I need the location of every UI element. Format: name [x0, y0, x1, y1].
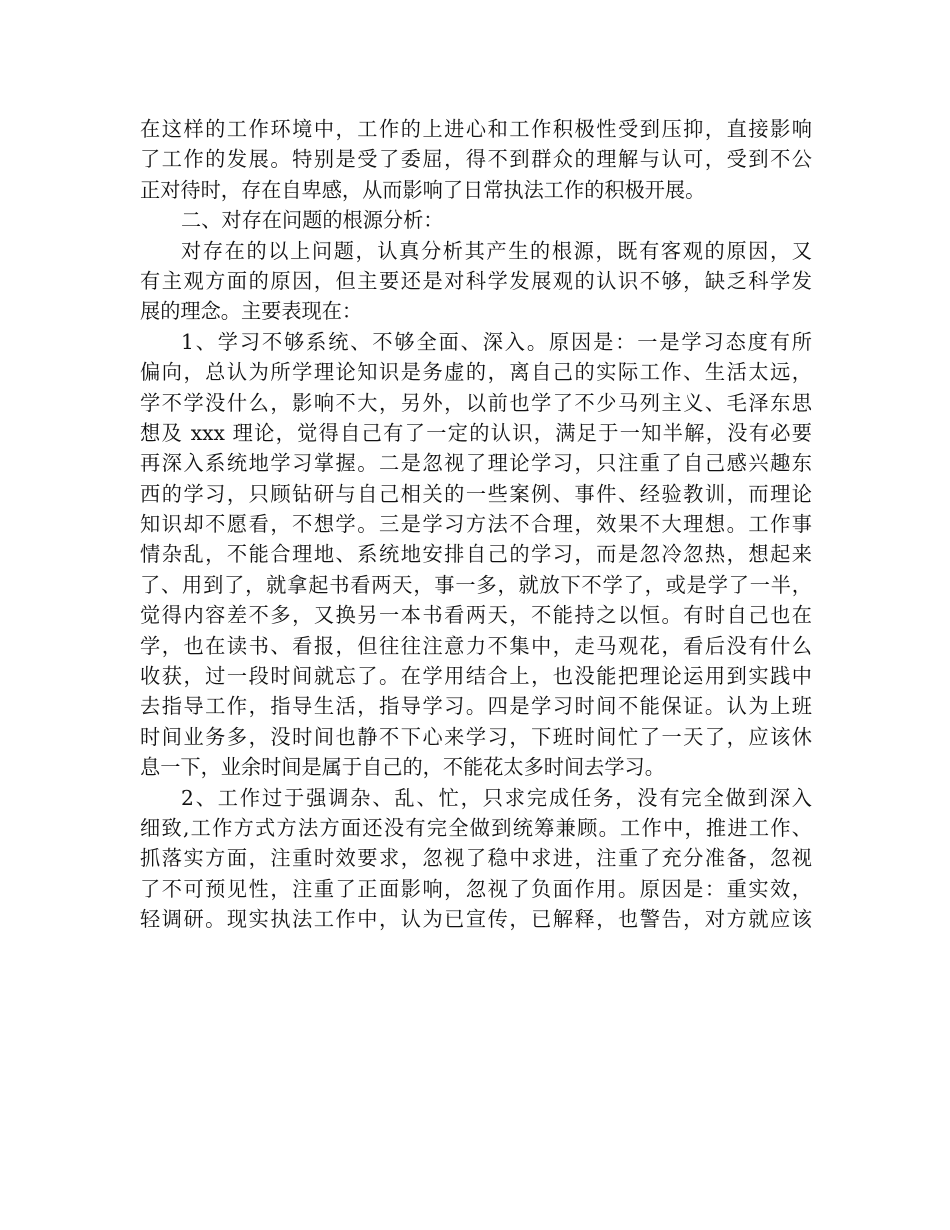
text-line: 觉得内容差不多，又换另一本书看两天，不能持之以恒。有时自己也在	[140, 603, 812, 628]
text-line: 对存在的以上问题，认真分析其产生的根源，既有客观的原因，又	[181, 238, 812, 263]
text-line: 了、用到了，就拿起书看两天，事一多，就放下不学了，或是学了一半，	[140, 572, 812, 597]
text-line: 去指导工作，指导生活，指导学习。四是学习时间不能保证。认为上班	[140, 694, 812, 719]
text-line: 正对待时，存在自卑感，从而影响了日常执法工作的积极开展。	[140, 177, 706, 202]
text-line: 偏向，总认为所学理论知识是务虚的，离自己的实际工作、生活太远，	[140, 360, 812, 385]
text-line: 想及 xxx 理论，觉得自己有了一定的认识，满足于一知半解，没有必要	[140, 420, 812, 445]
text-line: 抓落实方面，注重时效要求，忽视了稳中求进，注重了充分准备，忽视	[140, 846, 812, 871]
text-line: 息一下，业余时间是属于自己的，不能花太多时间去学习。	[140, 755, 665, 780]
text-line: 知识却不愿看，不想学。三是学习方法不合理，效果不大理想。工作事	[140, 512, 812, 537]
text-line: 情杂乱，不能合理地、系统地安排自己的学习，而是忽冷忽热，想起来	[140, 542, 812, 567]
text-line: 展的理念。主要表现在：	[140, 299, 363, 324]
section-heading: 二、对存在问题的根源分析：	[181, 208, 444, 233]
text-line: 轻调研。现实执法工作中，认为已宣传，已解释，也警告，对方就应该	[140, 907, 812, 932]
document-body	[140, 114, 812, 935]
text-line: 时间业务多，没时间也静不下心来学习，下班时间忙了一天了，应该休	[140, 724, 812, 749]
text-line: 了工作的发展。特别是受了委屈，得不到群众的理解与认可，受到不公	[140, 147, 812, 172]
text-line: 细致,工作方式方法方面还没有完全做到统筹兼顾。工作中，推进工作、	[140, 815, 812, 840]
text-line: 学，也在读书、看报，但往往注意力不集中，走马观花，看后没有什么	[140, 633, 812, 658]
text-line: 2、工作过于强调杂、乱、忙，只求完成任务，没有完全做到深入	[181, 785, 812, 810]
text-line: 有主观方面的原因，但主要还是对科学发展观的认识不够，缺乏科学发	[140, 268, 812, 293]
text-line: 再深入系统地学习掌握。二是忽视了理论学习，只注重了自己感兴趣东	[140, 451, 812, 476]
text-line: 西的学习，只顾钻研与自己相关的一些案例、事件、经验教训，而理论	[140, 481, 812, 506]
text-line: 了不可预见性，注重了正面影响，忽视了负面作用。原因是：重实效，	[140, 876, 812, 901]
text-line: 在这样的工作环境中，工作的上进心和工作积极性受到压抑，直接影响	[140, 117, 812, 141]
text-line: 1、学习不够系统、不够全面、深入。原因是：一是学习态度有所	[181, 329, 812, 354]
text-line: 学不学没什么，影响不大，另外，以前也学了不少马列主义、毛泽东思	[140, 390, 812, 415]
text-line: 收获，过一段时间就忘了。在学用结合上，也没能把理论运用到实践中	[140, 664, 812, 689]
